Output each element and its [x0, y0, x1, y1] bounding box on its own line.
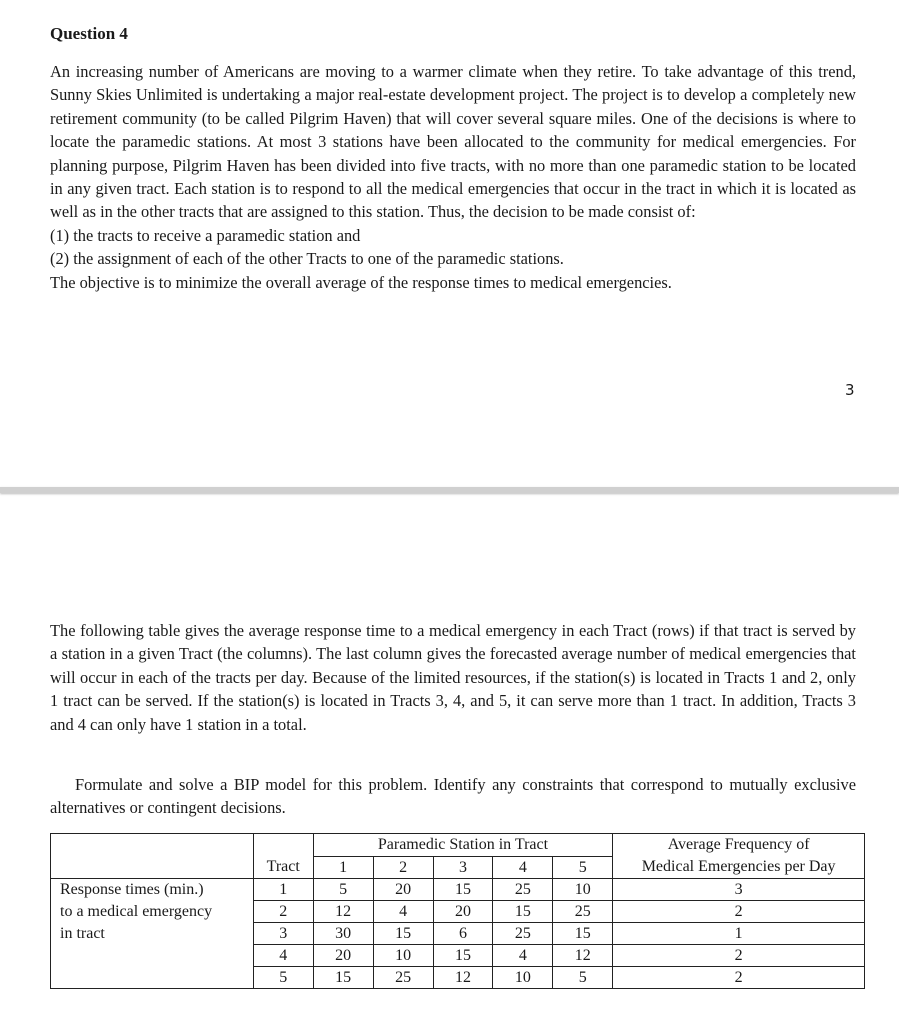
row-label: in tract	[51, 923, 254, 945]
time-cell: 15	[313, 967, 373, 989]
table-corner-cell-lower	[51, 857, 254, 879]
time-cell: 15	[433, 945, 493, 967]
tract-cell: 2	[253, 901, 313, 923]
tract-cell: 5	[253, 967, 313, 989]
time-cell: 20	[433, 901, 493, 923]
row-label: Response times (min.)	[51, 879, 254, 901]
table-row	[51, 879, 865, 901]
tract-cell: 3	[253, 923, 313, 945]
time-cell: 10	[553, 879, 613, 901]
time-cell: 4	[493, 945, 553, 967]
tract-cell: 4	[253, 945, 313, 967]
time-cell: 25	[493, 879, 553, 901]
time-cell: 12	[313, 901, 373, 923]
time-cell: 5	[313, 879, 373, 901]
time-cell: 10	[493, 967, 553, 989]
time-cell: 4	[373, 901, 433, 923]
frequency-cell: 2	[613, 945, 865, 967]
time-cell: 25	[553, 901, 613, 923]
frequency-cell: 1	[613, 923, 865, 945]
frequency-cell: 2	[613, 901, 865, 923]
table-row	[51, 901, 865, 923]
tract-header-spacer	[253, 834, 313, 857]
time-cell: 12	[433, 967, 493, 989]
station-column-header: 4	[493, 857, 553, 879]
time-cell: 25	[373, 967, 433, 989]
tract-cell: 1	[253, 879, 313, 901]
page-break-divider	[0, 487, 899, 493]
problem-description	[50, 60, 856, 294]
page-number: 3	[845, 381, 855, 399]
objective-statement: The objective is to minimize the overall average of the response times to medical emergencies.	[50, 272, 672, 292]
task-instruction-text: Formulate and solve a BIP model for this problem. Identify any constraints that correspond to mutually exclusive alternatives or contingent decisions.	[50, 775, 856, 818]
table-row	[51, 923, 865, 945]
time-cell: 30	[313, 923, 373, 945]
task-instruction	[50, 773, 856, 820]
time-cell: 15	[373, 923, 433, 945]
table-corner-cell	[51, 834, 254, 857]
table-description: The following table gives the average response time to a medical emergency in each Tract (rows) if that tract is served by a station in a given Tract (the columns). The last column gives the forecasted average number of medical emergencies that will occur in each of the tracts per day. Because of the limited resources, if the station(s) is located in Tracts 1 and 2, only 1 tract can be served. If the station(s) is located in Tracts 3, 4, and 5, it can serve more than 1 tract. In addition, Tracts 3 and 4 can only have 1 station in a total.	[50, 621, 856, 734]
row-label: to a medical emergency	[51, 901, 254, 923]
time-cell: 15	[433, 879, 493, 901]
question-heading: Question 4	[50, 24, 128, 43]
station-column-header: 3	[433, 857, 493, 879]
time-cell: 25	[493, 923, 553, 945]
frequency-cell: 2	[613, 967, 865, 989]
time-cell: 12	[553, 945, 613, 967]
table-row	[51, 967, 865, 989]
time-cell: 6	[433, 923, 493, 945]
frequency-header-line2: Medical Emergencies per Day	[613, 857, 865, 879]
response-time-table	[50, 833, 865, 989]
decision-item-1: (1) the tracts to receive a paramedic station and	[50, 225, 361, 245]
frequency-header-line1: Average Frequency of	[613, 834, 865, 857]
decision-item-2: (2) the assignment of each of the other Tracts to one of the paramedic stations.	[50, 249, 564, 269]
row-label-blank	[51, 945, 254, 967]
frequency-cell: 3	[613, 879, 865, 901]
intro-paragraph: An increasing number of Americans are moving to a warmer climate when they retire. To take advantage of this trend, Sunny Skies Unlimited is undertaking a major real-estate development project. The project is to develop a completely new retirement community (to be called Pilgrim Haven) that will cover several square miles. One of the decisions is where to locate the paramedic stations. At most 3 stations have been allocated to the community for medical emergencies. For planning purpose, Pilgrim Haven has been divided into five tracts, with no more than one paramedic station to be located in any given tract. Each station is to respond to all the medical emergencies that occur in the tract in which it is located as well as in the other tracts that are assigned to this station. Thus, the decision to be made consist of:	[50, 62, 856, 222]
time-cell: 15	[553, 923, 613, 945]
row-label-blank	[51, 967, 254, 989]
station-column-header: 5	[553, 857, 613, 879]
time-cell: 20	[313, 945, 373, 967]
station-column-header: 1	[313, 857, 373, 879]
time-cell: 10	[373, 945, 433, 967]
station-group-header: Paramedic Station in Tract	[313, 834, 613, 857]
tract-column-header: Tract	[253, 857, 313, 879]
table-row	[51, 945, 865, 967]
time-cell: 15	[493, 901, 553, 923]
time-cell: 5	[553, 967, 613, 989]
station-column-header: 2	[373, 857, 433, 879]
time-cell: 20	[373, 879, 433, 901]
